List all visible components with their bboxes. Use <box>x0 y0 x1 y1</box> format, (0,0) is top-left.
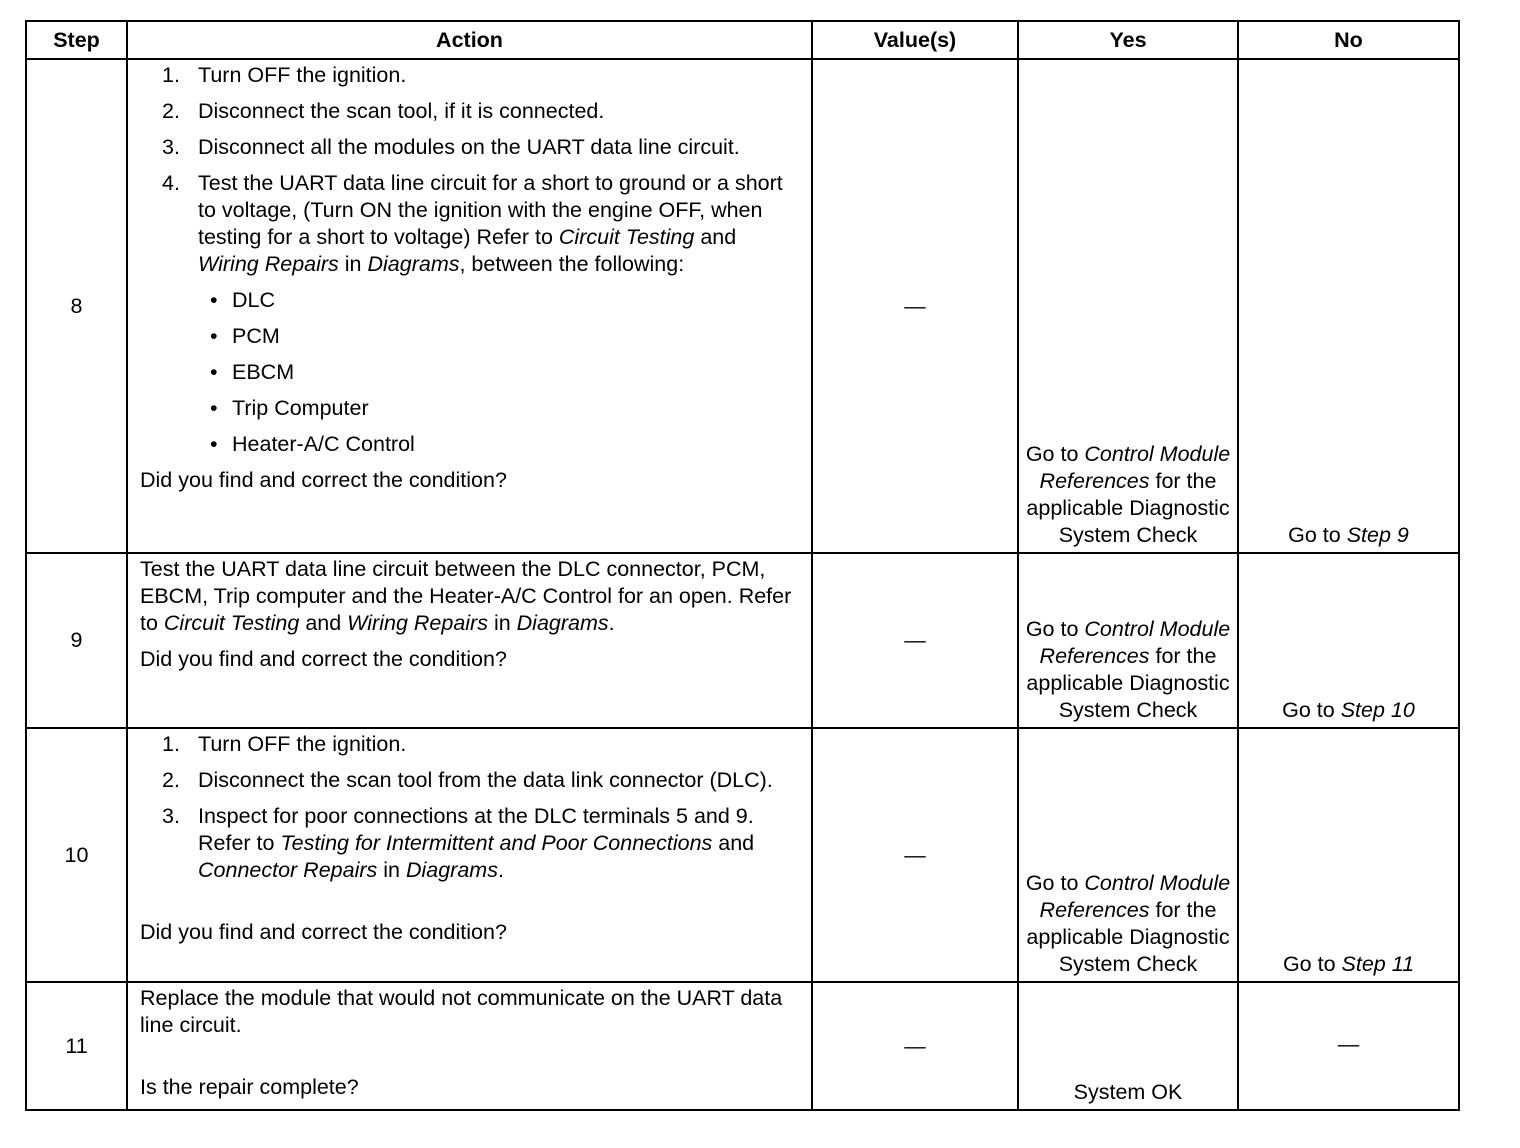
header-action: Action <box>127 21 812 59</box>
action-text: Replace the module that would not communicate on the UART data line circuit. <box>140 986 783 1037</box>
step-number: 9 <box>26 553 127 728</box>
action-cell <box>127 553 812 728</box>
diagnostic-table <box>25 20 1460 1111</box>
action-text: Test the UART data line circuit between the DLC connector, PCM, EBCM, Trip computer and the Heater-A/C Control for an open. Refer to Circuit Testing and Wiring Repairs in Diagrams. <box>140 557 792 635</box>
yes-cell: Go to Control Module References for the applicable Diagnostic System Check <box>1018 59 1238 553</box>
value-cell: — <box>812 59 1018 553</box>
bullet-item: • DLC <box>210 288 276 312</box>
bullet-item: • EBCM <box>210 360 295 384</box>
step-number: 10 <box>26 728 127 982</box>
table-row-step-10 <box>26 728 1459 982</box>
table-row-step-9 <box>26 553 1459 728</box>
action-cell <box>127 982 812 1110</box>
bullet-item: • Trip Computer <box>210 396 369 420</box>
question: Did you find and correct the condition? <box>140 647 507 671</box>
bullet-item: • PCM <box>210 324 280 348</box>
question: Did you find and correct the condition? <box>140 920 507 944</box>
list-item: 4. Test the UART data line circuit for a short to ground or a short to voltage, (Turn ON the ignition with the engine OFF, when testing for a short to voltage) Refer to Circuit Testing and Wiring Repairs in Diagrams, between the following: <box>162 171 783 276</box>
bullet-item: • Heater-A/C Control <box>210 432 415 456</box>
step-number: 11 <box>26 982 127 1110</box>
list-item: 2. Disconnect the scan tool, if it is connected. <box>162 99 605 123</box>
value-cell: — <box>812 728 1018 982</box>
yes-cell: System OK <box>1018 982 1238 1110</box>
value-cell: — <box>812 982 1018 1110</box>
header-step: Step <box>26 21 127 59</box>
yes-cell: Go to Control Module References for the applicable Diagnostic System Check <box>1018 728 1238 982</box>
no-cell: Go to Step 9 <box>1238 59 1459 553</box>
list-item: 1. Turn OFF the ignition. <box>162 63 407 87</box>
table-row-step-8 <box>26 59 1459 553</box>
step-number: 8 <box>26 59 127 553</box>
no-cell: Go to Step 11 <box>1238 728 1459 982</box>
yes-cell: Go to Control Module References for the applicable Diagnostic System Check <box>1018 553 1238 728</box>
question: Is the repair complete? <box>140 1075 359 1099</box>
no-cell: Go to Step 10 <box>1238 553 1459 728</box>
header-no: No <box>1238 21 1459 59</box>
header-row <box>26 21 1459 59</box>
list-item: 2. Disconnect the scan tool from the data link connector (DLC). <box>162 768 773 792</box>
action-cell <box>127 59 812 553</box>
list-item: 3. Inspect for poor connections at the DLC terminals 5 and 9. Refer to Testing for Intermittent and Poor Connections and Connector Repairs in Diagrams. <box>162 804 755 882</box>
question: Did you find and correct the condition? <box>140 468 507 492</box>
action-cell <box>127 728 812 982</box>
header-yes: Yes <box>1018 21 1238 59</box>
list-item: 1. Turn OFF the ignition. <box>162 732 407 756</box>
value-cell: — <box>812 553 1018 728</box>
list-item: 3. Disconnect all the modules on the UART data line circuit. <box>162 135 740 159</box>
no-cell: — <box>1238 982 1459 1110</box>
header-values: Value(s) <box>812 21 1018 59</box>
table-row-step-11 <box>26 982 1459 1110</box>
